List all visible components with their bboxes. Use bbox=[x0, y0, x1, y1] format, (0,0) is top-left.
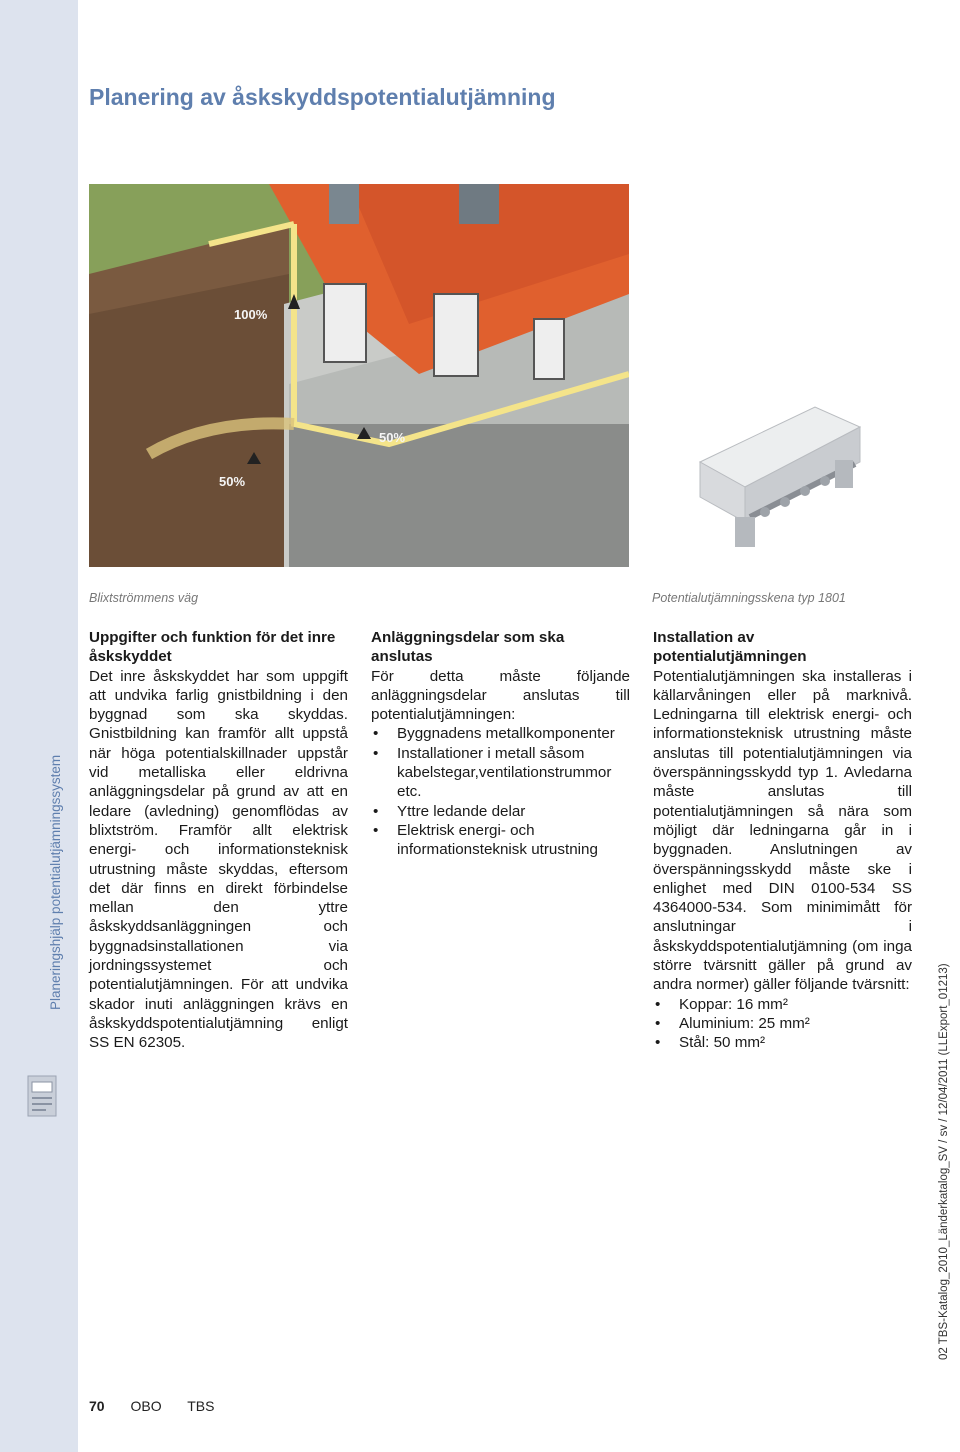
list-item: • Elektrisk energi- och informationsteknisk utrustning bbox=[371, 821, 630, 860]
list-item: • Koppar: 16 mm² bbox=[653, 995, 912, 1014]
busbar-photo bbox=[640, 312, 880, 572]
sidebar-band bbox=[0, 0, 78, 1452]
column-parts bbox=[371, 628, 630, 860]
list-item: • Byggnadens metallkomponenter bbox=[371, 724, 630, 743]
page-footer bbox=[89, 1398, 214, 1414]
document-code: 02 TBS-Katalog_2010_Länderkatalog_SV / sv / 12/04/2011 (LLExport_01213) bbox=[938, 963, 950, 1360]
column-tasks-body: Det inre åskskyddet har som uppgift att undvika farlig gnistbildning i den byggnad som ska skyddas. Gnistbildning kan framför allt uppstå när höga potentialskillnader uppstår vid metalliska eller eldrivna anläggningsdelar på grund av att en ledare (avledning) genomflödas av blixtström. Framför allt elektrisk energi- och informationsteknisk utrustning måste skyddas, eftersom det där finns en direkt förbindelse mellan den yttre åskskyddsanläggningen och byggnadsinstallationen via jordningssystemet och potentialutjämningen. För att undvika skador inuti anläggningen krävs en åskskyddspotentialutjämning enligt SS EN 62305. bbox=[89, 667, 348, 1052]
cross-section-list bbox=[653, 995, 912, 1053]
left-figure-caption: Blixtströmmens väg bbox=[89, 591, 199, 605]
column-parts-intro: För detta måste följande anläggningsdelar anslutas till potentialutjämningen: bbox=[371, 667, 630, 724]
column-tasks bbox=[89, 628, 348, 1053]
list-item: • Installationer i metall såsom kabelstegar,ventilationstrummor etc. bbox=[371, 744, 630, 802]
column-parts-heading: Anläggningsdelar som ska anslutas bbox=[371, 629, 565, 666]
parts-list bbox=[371, 724, 630, 859]
column-installation-body: Potentialutjämningen ska installeras i källarvåningen eller på marknivå. Ledningarna till elektrisk energi- och informationsteknisk utrustning måste anslutas till potentialutjämningen via överspänningsskydd typ 1. Avledarna måste anslutas till potentialutjämningen så nära som möjligt där ledningarna går in i byggnaden. Anslutningen av överspänningsskydd måste ske i enlighet med DIN 0100-534 SS 4364000-534. Som minimimått för anslutningar i åskskyddspotentialutjämning (om inga större tvärsnitt gäller på grund av andra normer) gäller följande tvärsnitt: bbox=[653, 667, 912, 994]
house-illustration bbox=[89, 184, 629, 567]
brand-obo: OBO bbox=[130, 1398, 162, 1414]
lightning-path-photo bbox=[89, 184, 629, 567]
column-installation bbox=[653, 628, 912, 1053]
percent-100-label: 100% bbox=[234, 307, 268, 322]
column-installation-heading: Installation av potentialutjämningen bbox=[653, 629, 807, 666]
page-number: 70 bbox=[89, 1398, 105, 1414]
sidebar-section-label: Planeringshjälp potentialutjämningssystem bbox=[48, 754, 63, 1010]
percent-50-ground-label: 50% bbox=[219, 474, 246, 489]
right-figure-caption: Potentialutjämningsskena typ 1801 bbox=[652, 591, 846, 605]
page-title: Planering av åskskyddspotentialutjämning bbox=[89, 84, 556, 110]
percent-50-wall-label: 50% bbox=[379, 430, 406, 445]
list-item: • Stål: 50 mm² bbox=[653, 1033, 912, 1052]
list-item: • Yttre ledande delar bbox=[371, 802, 630, 821]
list-item: • Aluminium: 25 mm² bbox=[653, 1014, 912, 1033]
sidebar-thumbnail-icon bbox=[26, 1068, 60, 1120]
brand-tbs: TBS bbox=[187, 1398, 215, 1414]
column-tasks-heading: Uppgifter och funktion för det inre åskskyddet bbox=[89, 629, 336, 666]
